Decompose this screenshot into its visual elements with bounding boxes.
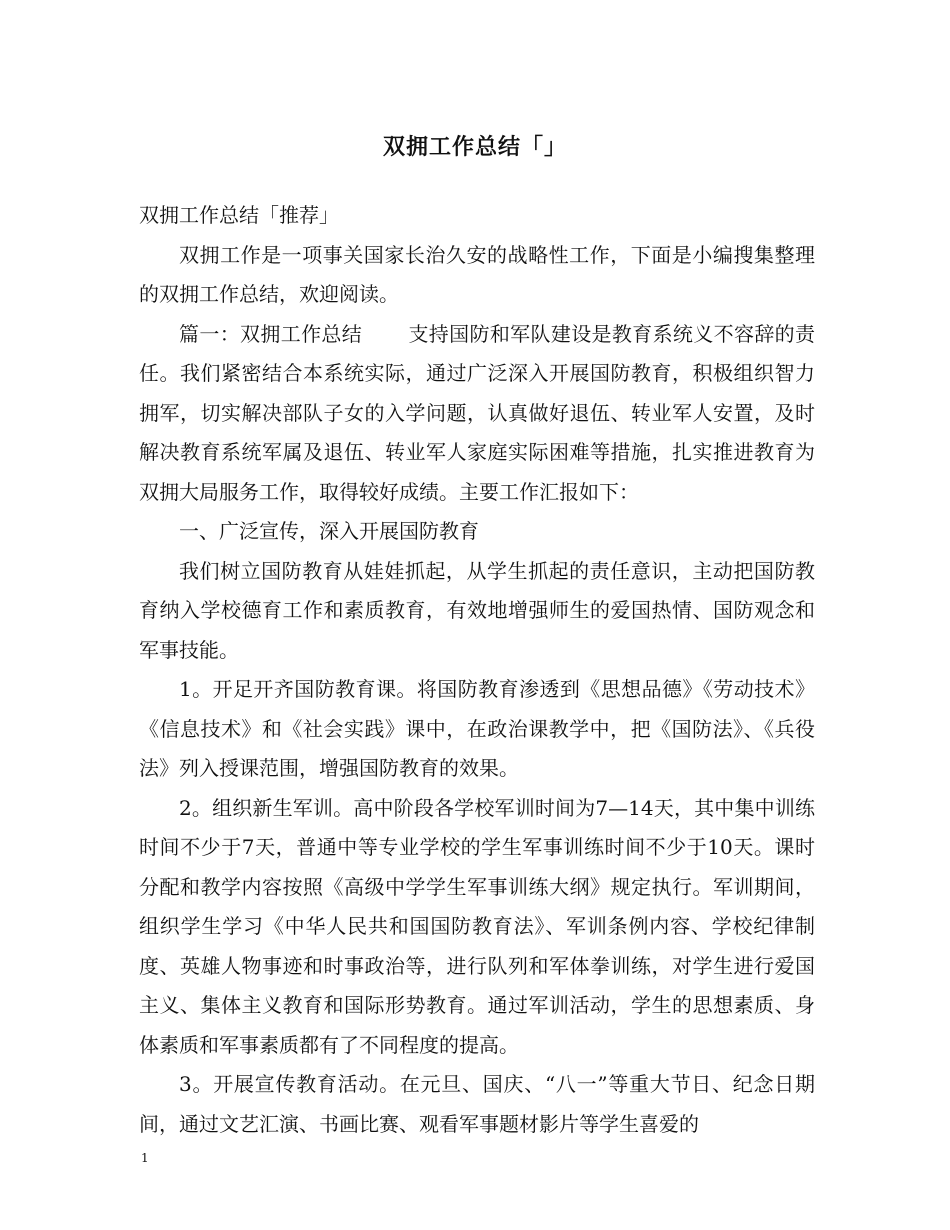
page-number: 1	[141, 1151, 149, 1165]
section-opening-text: 支持国防和军队建设是教育系统义不容辞的责任。我们紧密结合本系统实际，通过广泛深入开展国防教育，积极组织智力拥军，切实解决部队子女的入学问题，认真做好退伍、转业军人安置，及时解决教育系统军属及退伍、转业军人家庭实际困难等措施，扎实推进教育为双拥大局服务工作，取得较好成绩。主要工作汇报如下：	[139, 321, 816, 504]
document-body	[139, 196, 815, 1144]
intro-paragraph: 双拥工作是一项事关国家长治久安的战略性工作，下面是小编搜集整理的双拥工作总结，欢迎阅读。	[139, 242, 815, 306]
part1-paragraph: 我们树立国防教育从娃娃抓起，从学生抓起的责任意识，主动把国防教育纳入学校德育工作和素质教育，有效地增强师生的爱国热情、国防观念和军事技能。	[139, 558, 815, 662]
section-heading: 篇一：双拥工作总结	[179, 321, 363, 346]
document-title: 双拥工作总结「」	[382, 134, 567, 160]
list-item-2: 2。组织新生军训。高中阶段各学校军训时间为7—14天，其中集中训练时间不少于7天，普通中等专业学校的学生军事训练时间不少于10天。课时分配和教学内容按照《高级中学学生军事训练大纲》规定执行。军训期间，组织学生学习《中华人民共和国国防教育法》、军训条例内容、学校纪律制度、英雄人物事迹和时事政治等，进行队列和军体拳训练，对学生进行爱国主义、集体主义教育和国际形势教育。通过军训活动，学生的思想素质、身体素质和军事素质都有了不同程度的提高。	[139, 795, 815, 1057]
list-item-1: 1。开足开齐国防教育课。将国防教育渗透到《思想品德》《劳动技术》《信息技术》和《社会实践》课中，在政治课教学中，把《国防法》、《兵役法》列入授课范围，增强国防教育的效果。	[139, 677, 815, 780]
section-paragraph	[139, 315, 815, 513]
list-item-3: 3。开展宣传教育活动。在元旦、国庆、“八一”等重大节日、纪念日期间，通过文艺汇演、书画比赛、观看军事题材影片等学生喜爱的	[139, 1072, 815, 1136]
part1-heading: 一、广泛宣传，深入开展国防教育	[179, 519, 479, 543]
document-subtitle: 双拥工作总结「推荐」	[139, 203, 339, 227]
